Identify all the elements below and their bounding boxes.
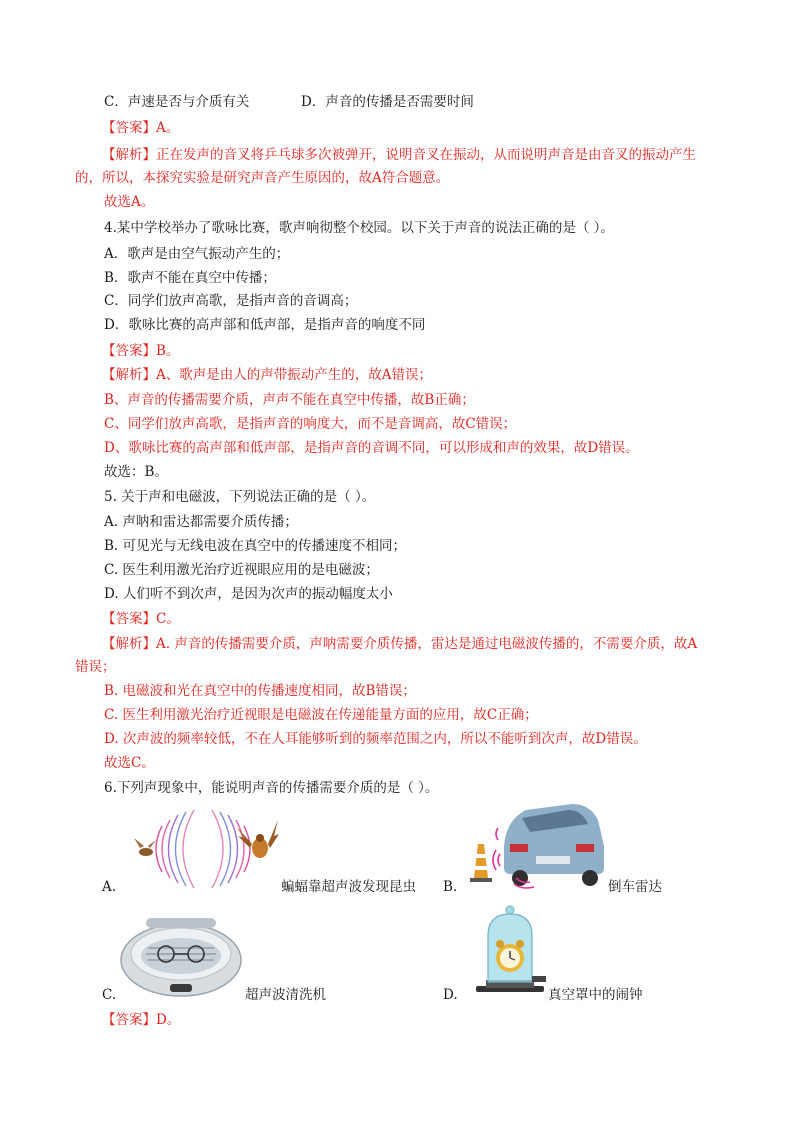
traffic-cone-icon bbox=[470, 844, 492, 882]
q3-option-d: D．声音的传播是否需要时间 bbox=[301, 94, 474, 110]
analysis-tag: 【解析】 bbox=[102, 367, 156, 383]
q4-answer bbox=[102, 342, 179, 360]
q6-option-c-letter: C. bbox=[102, 987, 117, 1003]
q6-option-d-letter: D. bbox=[443, 987, 458, 1003]
answer-tag: 【答案】 bbox=[102, 343, 156, 359]
q4-stem: 4.某中学校举办了歌咏比赛，歌声响彻整个校园。以下关于声音的说法正确的是（ ）。 bbox=[104, 220, 614, 236]
q5-answer bbox=[102, 610, 180, 628]
q5-option-c: C. 医生利用激光治疗近视眼应用的是电磁波； bbox=[104, 562, 379, 578]
analysis-tag: 【解析】 bbox=[102, 147, 156, 163]
q6-option-b-caption: 倒车雷达 bbox=[608, 879, 662, 895]
alarm-clock-icon bbox=[496, 940, 524, 972]
q4-analysis-line4: D、歌咏比赛的高声部和低声部，是指声音的音调不同，可以形成和声的效果，故D错误。 bbox=[104, 440, 639, 456]
q5-option-d: D. 人们听不到次声，是因为次声的振动幅度太小 bbox=[104, 586, 393, 602]
q5-option-b: B. 可见光与无线电波在真空中的传播速度不相同； bbox=[104, 538, 407, 554]
answer-value: B。 bbox=[156, 343, 180, 359]
answer-value: A。 bbox=[156, 120, 180, 136]
answer-tag: 【答案】 bbox=[102, 611, 156, 627]
q3-option-c: C．声速是否与介质有关 bbox=[104, 94, 250, 110]
answer-value: C。 bbox=[156, 611, 180, 627]
bell-jar-alarm-clock-picture bbox=[472, 902, 548, 1000]
q5-analysis-line4: C. 医生利用激光治疗近视眼是电磁波在传递能量方面的应用，故C正确； bbox=[104, 707, 538, 723]
q3-analysis-line2: 的，所以，本探究实验是研究声音产生原因的，故A符合题意。 bbox=[75, 170, 450, 186]
q6-option-a-letter: A. bbox=[102, 879, 117, 895]
analysis-text: 正在发声的音叉将乒乓球多次被弹开，说明音叉在振动，从而说明声音是由音叉的振动产生 bbox=[156, 147, 696, 163]
car-parking-radar-picture bbox=[464, 798, 606, 890]
q5-choose: 故选C。 bbox=[104, 755, 155, 771]
q6-option-c-caption: 超声波清洗机 bbox=[245, 987, 326, 1003]
q3-choose: 故选A。 bbox=[104, 194, 155, 210]
q4-option-d: D．歌咏比赛的高声部和低声部，是指声音的响度不同 bbox=[104, 317, 426, 333]
car-icon bbox=[504, 804, 604, 886]
q5-option-a: A. 声呐和雷达都需要介质传播； bbox=[104, 514, 298, 530]
analysis-text: A、歌声是由人的声带振动产生的，故A错误； bbox=[156, 367, 432, 383]
ultrasonic-cleaner-picture bbox=[118, 912, 244, 1000]
q3-analysis-line1 bbox=[102, 146, 696, 164]
q4-choose: 故选：B。 bbox=[104, 464, 168, 480]
bat-icon bbox=[236, 820, 279, 858]
answer-tag: 【答案】 bbox=[102, 1012, 156, 1028]
q4-analysis-line3: C、同学们放声高歌，是指声音的响度大，而不是音调高，故C错误； bbox=[104, 416, 517, 432]
q6-option-d-caption: 真空罩中的闹钟 bbox=[548, 987, 643, 1003]
analysis-tag: 【解析】 bbox=[102, 636, 156, 652]
q4-option-b: B．歌声不能在真空中传播； bbox=[104, 270, 276, 286]
q5-analysis-line5: D. 次声波的频率较低，不在人耳能够听到的频率范围之内，所以不能听到次声，故D错误。 bbox=[104, 731, 647, 747]
q6-answer bbox=[102, 1011, 180, 1029]
bat-sonar-picture bbox=[132, 808, 280, 890]
q5-analysis-line3: B. 电磁波和光在真空中的传播速度相同，故B错误； bbox=[104, 683, 416, 699]
q4-option-a: A．歌声是由空气振动产生的； bbox=[104, 246, 290, 262]
analysis-text: A. 声音的传播需要介质，声呐需要介质传播，雷达是通过电磁波传播的，不需要介质，故A bbox=[156, 636, 698, 652]
q4-option-c: C．同学们放声高歌，是指声音的音调高； bbox=[104, 293, 358, 309]
q3-answer bbox=[102, 119, 179, 137]
answer-value: D。 bbox=[156, 1012, 181, 1028]
q4-analysis-line2: B、声音的传播需要介质，声声不能在真空中传播，故B正确； bbox=[104, 392, 475, 408]
insect-icon bbox=[134, 838, 156, 856]
answer-tag: 【答案】 bbox=[102, 120, 156, 136]
q6-stem: 6.下列声现象中，能说明声音的传播需要介质的是（ ）。 bbox=[104, 780, 439, 796]
q6-option-a-caption: 蝙蝠靠超声波发现昆虫 bbox=[281, 879, 416, 895]
q6-option-b-letter: B. bbox=[443, 879, 458, 895]
q4-analysis-line1 bbox=[102, 366, 432, 384]
q5-analysis-line1 bbox=[102, 635, 697, 653]
q5-analysis-line2: 错误； bbox=[75, 659, 116, 675]
q5-stem: 5. 关于声和电磁波，下列说法正确的是（ ）。 bbox=[104, 489, 376, 505]
